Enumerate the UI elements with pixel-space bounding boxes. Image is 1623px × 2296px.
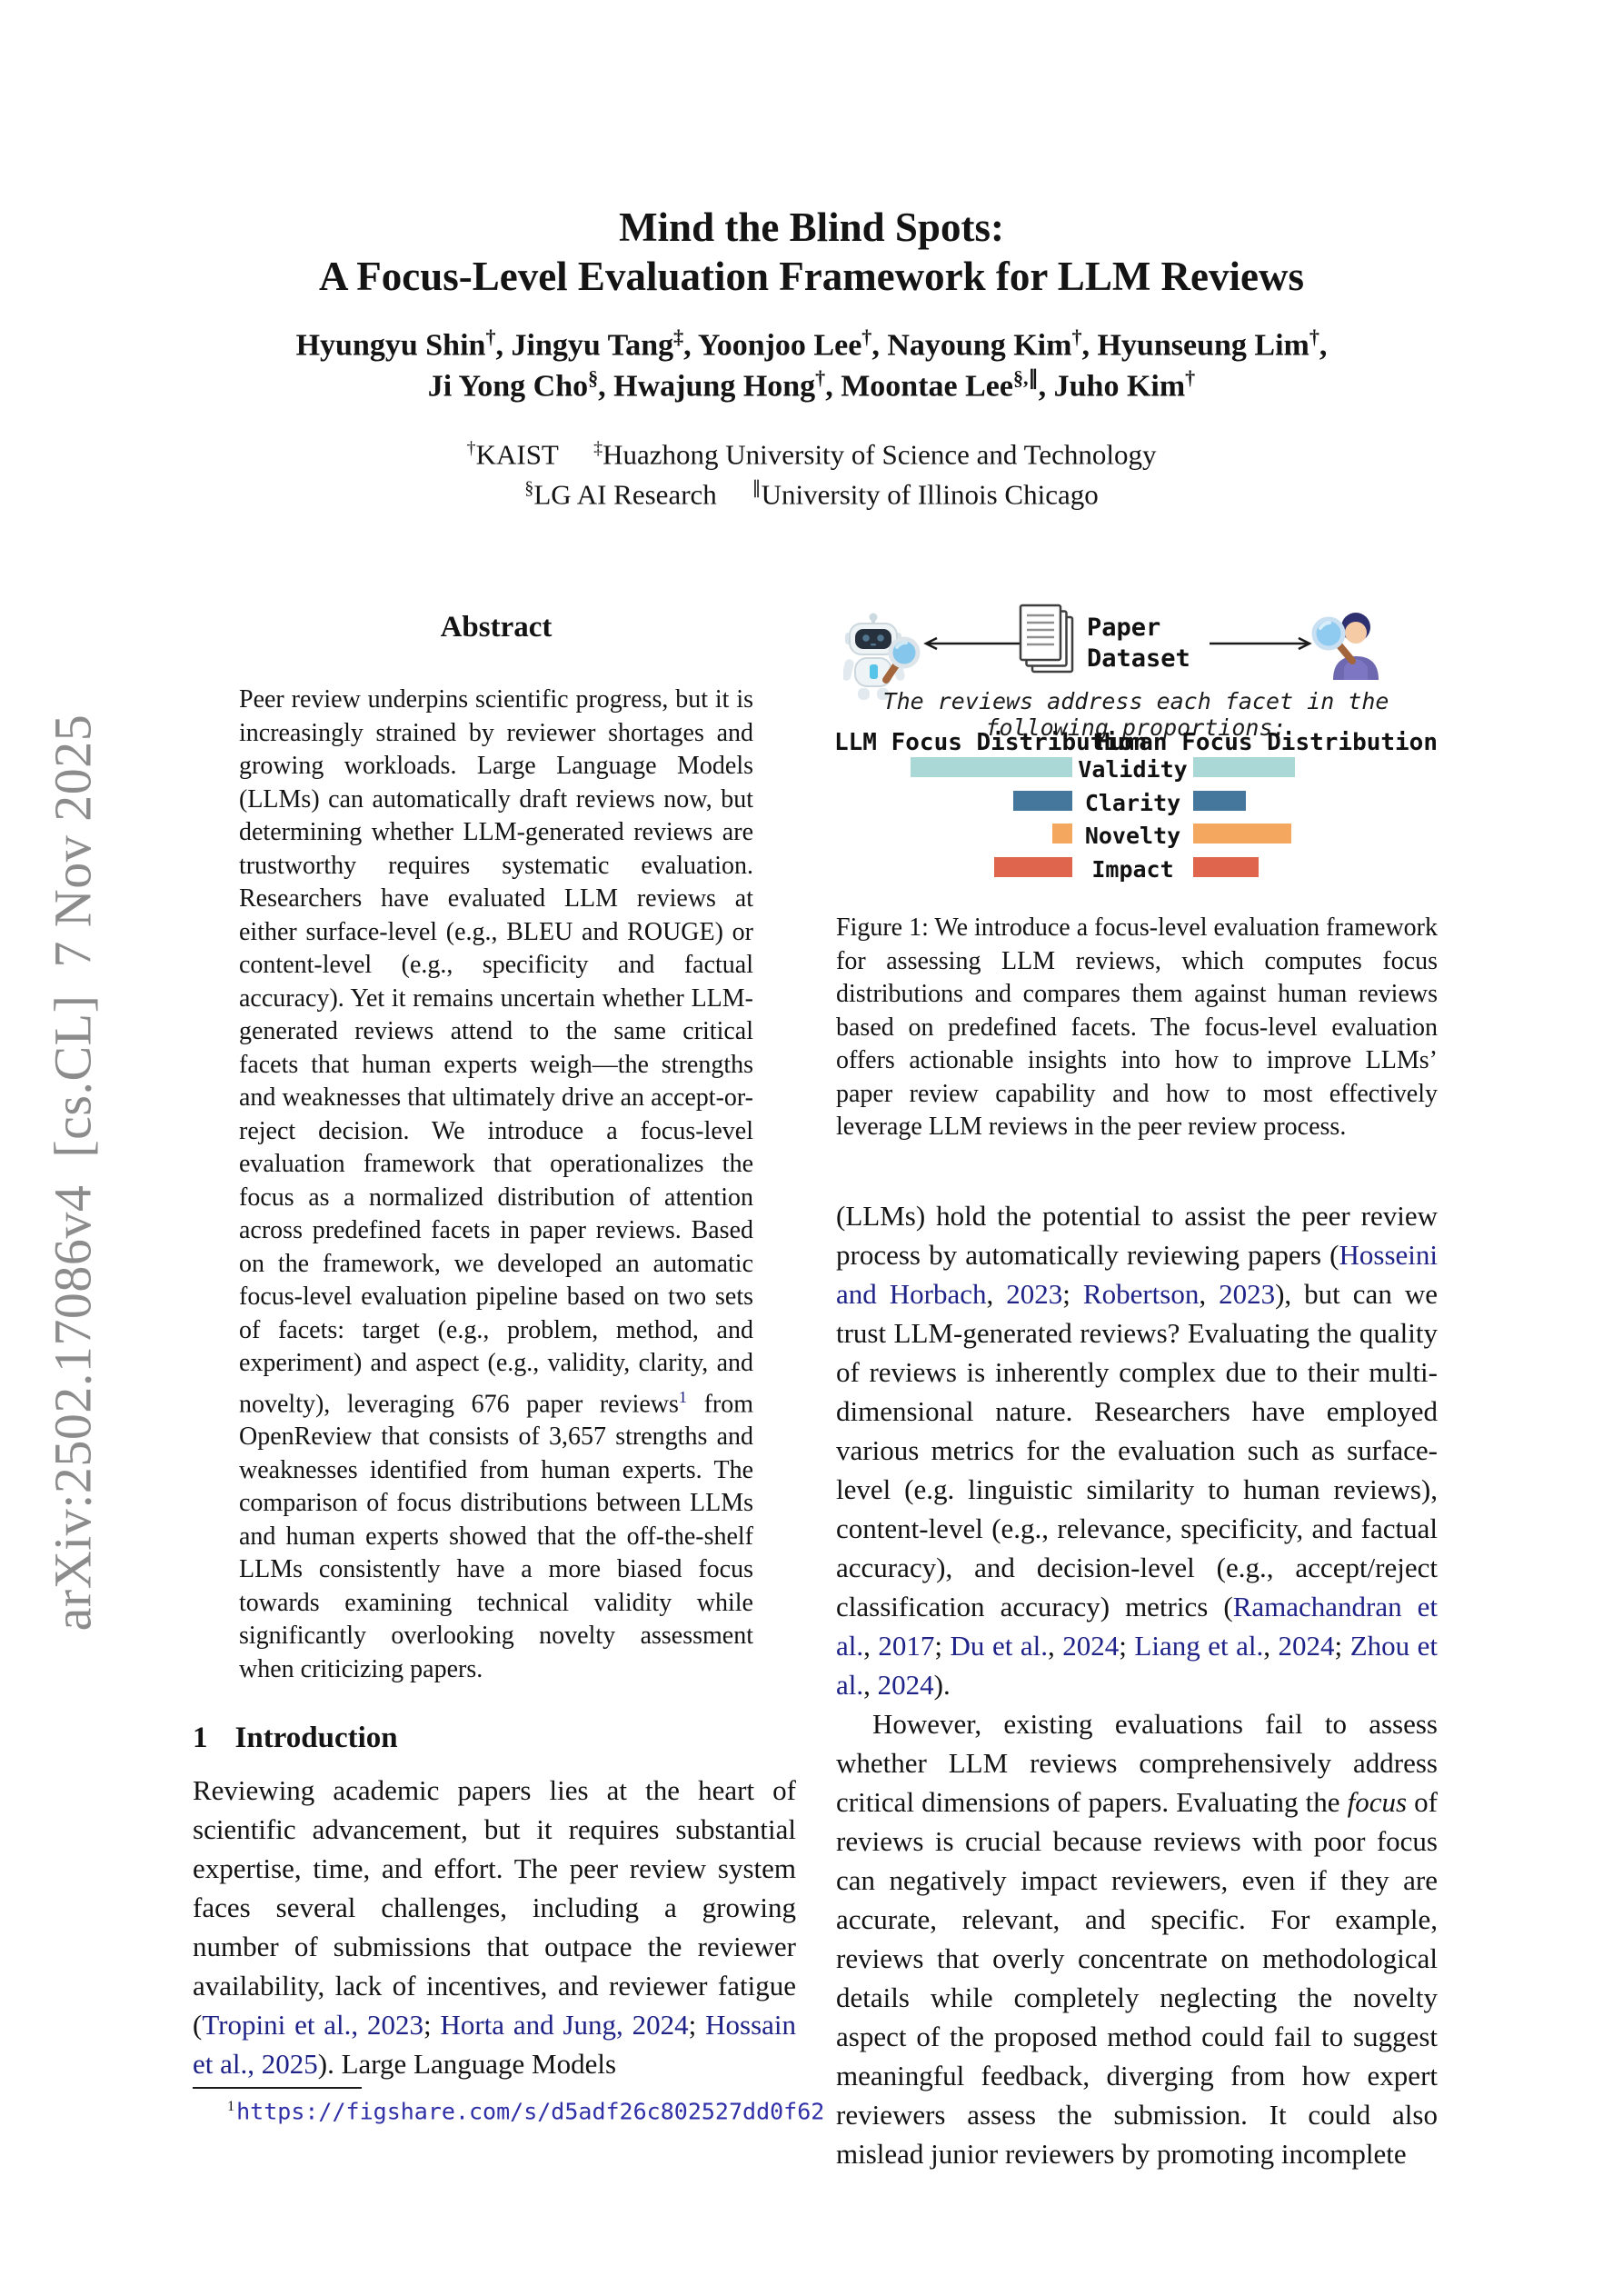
text-run xyxy=(717,478,752,510)
facet-label-novelty: Novelty xyxy=(1084,823,1181,849)
text-run: ; xyxy=(1334,1630,1350,1662)
text-run: , Yoonjoo Lee xyxy=(683,328,862,363)
llm-bar-novelty xyxy=(1052,824,1072,844)
body-paragraph-2 xyxy=(836,1704,1438,2173)
llm-bar-clarity xyxy=(1013,791,1072,811)
affiliation-line-2 xyxy=(0,476,1623,511)
human-bar-validity xyxy=(1193,757,1295,777)
superscript: † xyxy=(861,325,872,348)
text-run: Reviewing academic papers lies at the heart of scientific advancement, but it requires substantial expertise, time, and effort. The peer review system faces several challenges, including a growing number of submissions that outpace the reviewer availability, lack of incentives, and reviewer fatigue ( xyxy=(193,1774,796,2041)
body-paragraph-1 xyxy=(836,1196,1438,1704)
text-run: ). xyxy=(933,1669,951,1701)
citation-link[interactable]: Tropini et al., 2023 xyxy=(202,2009,423,2041)
text-run: , xyxy=(1047,1630,1063,1662)
citation-link[interactable]: 2023 xyxy=(1219,1278,1276,1310)
paper-dataset-icon xyxy=(1019,604,1077,681)
citation-link[interactable]: 2024 xyxy=(877,1669,934,1701)
text-run: , Juho Kim xyxy=(1038,369,1186,404)
paper-title-line-2: A Focus-Level Evaluation Framework for LLM Reviews xyxy=(318,254,1305,299)
text-run: ; xyxy=(1119,1630,1135,1662)
footnote xyxy=(227,2098,824,2124)
superscript: ∥ xyxy=(752,478,762,498)
citation-link[interactable]: 2017 xyxy=(878,1630,935,1662)
text-run: , xyxy=(863,1669,878,1701)
affiliation-line-1 xyxy=(0,438,1623,471)
abstract-heading: Abstract xyxy=(440,611,553,644)
superscript: ‡ xyxy=(593,438,603,458)
section-title: Introduction xyxy=(234,1722,398,1754)
superscript: §,∥ xyxy=(1013,366,1039,389)
text-run: However, existing evaluations fail to assess whether LLM reviews comprehensively address critical dimensions of papers. Evaluating the xyxy=(836,1708,1438,1818)
text-run: LG AI Research xyxy=(533,478,717,511)
text-run: (LLMs) hold the potential to assist the peer review process by automatically reviewing papers ( xyxy=(836,1200,1438,1271)
paper-dataset-label xyxy=(1087,613,1190,674)
citation-link[interactable]: Hosseini and Horbach xyxy=(836,1239,1438,1310)
superscript: § xyxy=(588,366,599,389)
text-run: from OpenReview that consists of 3,657 strengths and weaknesses identified from human experts. The comparison of focus distributions between LLMs and human experts showed that the off-the-shelf LLMs consistently have a more biased focus towards examining technical validity while significantly overlooking novelty assessment when criticizing papers. xyxy=(239,1389,753,1683)
facet-label-validity: Validity xyxy=(1078,756,1188,783)
citation-link[interactable]: Horta and Jung, 2024 xyxy=(440,2009,689,2041)
text-run: Hyungyu Shin xyxy=(295,328,486,363)
text-run: , Jingyu Tang xyxy=(495,328,674,363)
citation-link[interactable]: Du et al. xyxy=(950,1630,1048,1662)
superscript: † xyxy=(1309,325,1319,348)
citation-link[interactable]: Zhou et al. xyxy=(836,1630,1439,1701)
human-bar-impact xyxy=(1193,857,1259,877)
text-run: KAIST xyxy=(475,438,559,471)
human-reviewer-icon xyxy=(1308,607,1382,684)
figure-1-caption: Figure 1: We introduce a focus-level evaluation framework for assessing LLM reviews, which computes focus distributions and compares them against human reviews based on predefined facets. The focus-level evaluation offers actionable insights into how to improve LLMs’ paper review capability and how to most effectively leverage LLM reviews in the peer review process. xyxy=(836,913,1438,1141)
arrow-to-human-icon xyxy=(1206,636,1313,655)
text-run: ), but can we trust LLM-generated reviews? Evaluating the quality of reviews is inherently complex due to their multi-dimensional nature. Researchers have employed various metrics for the evaluation such as surface-level (e.g. linguistic similarity to human reviews), content-level (e.g., relevance, specificity, and factual accuracy), and decision-level (e.g., accept/reject classification accuracy) metrics ( xyxy=(836,1278,1438,1622)
text-run xyxy=(558,438,593,470)
introduction-paragraph xyxy=(193,1771,796,2083)
text-run: Huazhong University of Science and Technology xyxy=(602,438,1157,471)
human-bar-novelty xyxy=(1193,824,1291,844)
footnote-rule xyxy=(193,2087,362,2089)
author-line-2 xyxy=(0,366,1623,404)
facet-row-impact xyxy=(834,853,1438,886)
llm-distribution-header: LLM Focus Distribution xyxy=(834,729,1148,756)
citation-link[interactable]: Hossain et al., 2025 xyxy=(193,2009,797,2080)
emphasis-text: focus xyxy=(1347,1786,1408,1818)
text-run: Ji Yong Cho xyxy=(427,369,589,404)
author-line-1 xyxy=(0,325,1623,363)
text-run: , xyxy=(986,1278,1007,1310)
section-number: 1 xyxy=(193,1722,208,1754)
superscript: † xyxy=(466,438,476,458)
text-run: ; xyxy=(688,2009,706,2041)
section-1-heading xyxy=(193,1722,398,1755)
footnote-url-link[interactable]: https://figshare.com/s/d5adf26c802527dd0f62 xyxy=(236,2098,825,2125)
facet-row-clarity xyxy=(834,786,1438,820)
text-run: ; xyxy=(423,2009,441,2041)
abstract-text xyxy=(239,684,753,1686)
citation-link[interactable]: 2023 xyxy=(1006,1278,1063,1310)
superscript: † xyxy=(1185,366,1196,389)
citation-link[interactable]: Ramachandran et al. xyxy=(836,1591,1439,1662)
llm-bar-validity xyxy=(911,757,1072,777)
text-run: , xyxy=(863,1630,879,1662)
footnote-marker-link[interactable]: 1 xyxy=(678,1387,688,1406)
superscript: § xyxy=(524,478,534,498)
text-run: , Hwajung Hong xyxy=(598,369,816,404)
llm-bar-impact xyxy=(994,857,1072,877)
facet-label-impact: Impact xyxy=(1091,855,1174,883)
paper-dataset-label-line-2: Dataset xyxy=(1087,644,1190,673)
citation-link[interactable]: 2024 xyxy=(1062,1630,1120,1662)
human-distribution-header: Human Focus Distribution xyxy=(1096,729,1438,756)
figure-subtitle: The reviews address each facet in the following proportions: xyxy=(882,688,1389,741)
text-run: ). Large Language Models xyxy=(317,2048,617,2080)
arrow-to-llm-icon xyxy=(922,636,1030,655)
text-run: , xyxy=(1319,328,1328,363)
figure-1 xyxy=(834,596,1438,905)
paper-title-line-1: Mind the Blind Spots: xyxy=(619,205,1004,250)
right-column-body xyxy=(836,1196,1438,2173)
human-bar-clarity xyxy=(1193,791,1246,811)
citation-link[interactable]: 2024 xyxy=(1278,1630,1335,1662)
citation-link[interactable]: Robertson xyxy=(1082,1278,1200,1310)
superscript: † xyxy=(815,366,826,389)
arxiv-watermark: arXiv:2502.17086v4 [cs.CL] 7 Nov 2025 xyxy=(43,714,103,1632)
text-run: , Nayoung Kim xyxy=(871,328,1072,363)
facet-rows xyxy=(834,753,1438,885)
facet-row-novelty xyxy=(834,819,1438,853)
text-run: of reviews is crucial because reviews with poor focus can negatively impact reviewers, even if they are accurate, relevant, and specific. For example, reviews that overly concentrate on methodological details while completely neglecting the novelty aspect of the proposed method could fail to suggest meaningful feedback, diverging from how expert reviewers assess the submission. It could also mislead junior reviewers by promoting incomplete xyxy=(836,1786,1439,2170)
paper-dataset-label-line-1: Paper xyxy=(1087,614,1161,642)
footnote-marker: 1 xyxy=(227,2098,235,2114)
text-run: , Hyunseung Lim xyxy=(1081,328,1309,363)
facet-row-validity xyxy=(834,753,1438,786)
text-run: , xyxy=(1199,1278,1220,1310)
text-run: , Moontae Lee xyxy=(825,369,1013,404)
text-run: ; xyxy=(934,1630,951,1662)
facet-label-clarity: Clarity xyxy=(1084,789,1181,816)
text-run: , xyxy=(1263,1630,1279,1662)
superscript: † xyxy=(1071,325,1082,348)
text-run: Peer review underpins scientific progress, but it is increasingly strained by reviewer shortages and growing workloads. Large Language Models (LLMs) can automatically draft reviews now, but determining whether LLM-generated reviews are trustworthy requires systematic evaluation. Researchers have evaluated LLM reviews at either surface-level (e.g., BLEU and ROUGE) or content-level (e.g., specificity and factual accuracy). Yet it remains uncertain whether LLM-generated reviews attend to the same critical facets that human experts weigh—the strengths and weaknesses that ultimately drive an accept-or-reject decision. We introduce a focus-level evaluation framework that operationalizes the focus as a normalized distribution of attention across predefined facets in paper reviews. Based on the framework, we developed an automatic focus-level evaluation pipeline based on two sets of facets: target (e.g., problem, method, and experiment) and aspect (e.g., validity, clarity, and novelty), leveraging 676 paper reviews xyxy=(239,685,753,1418)
text-run: University of Illinois Chicago xyxy=(761,478,1099,511)
citation-link[interactable]: Liang et al. xyxy=(1134,1630,1264,1662)
superscript: ‡ xyxy=(673,325,684,348)
text-run: ; xyxy=(1062,1278,1083,1310)
superscript: † xyxy=(485,325,496,348)
